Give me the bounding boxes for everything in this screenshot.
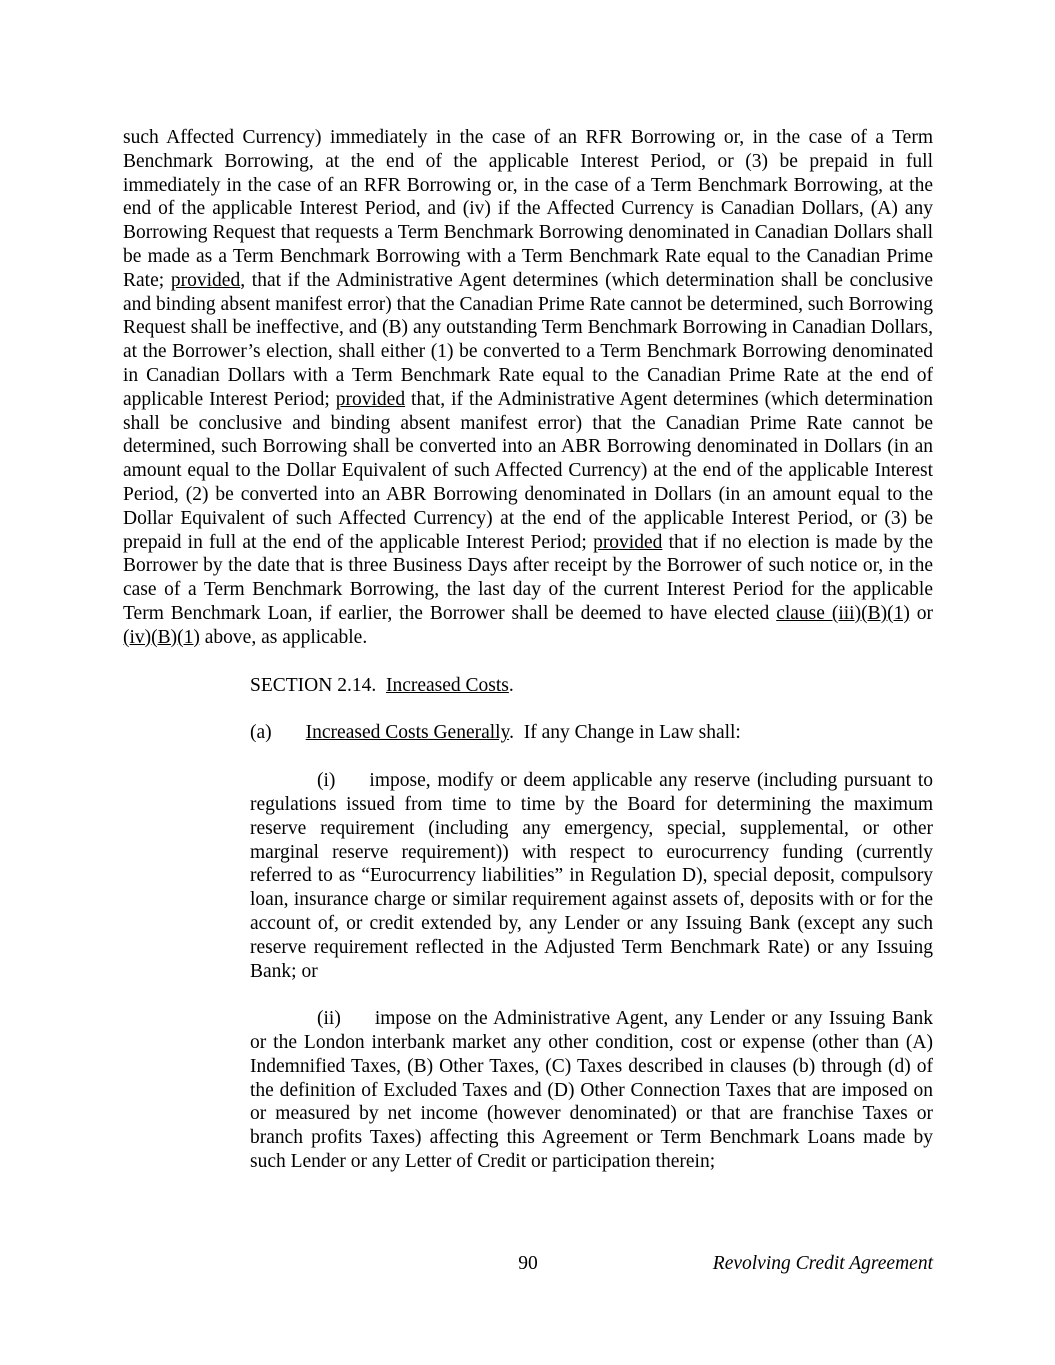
page-footer (123, 1252, 933, 1276)
text-run: above, as applicable. (199, 626, 368, 648)
body-paragraph (123, 126, 933, 650)
text-run: impose, modify or deem applicable any reserve (including pursuant to regulations issued from time to time by the Board for determining the maximum reserve requirement (including any emergency, special, supplemental, or other marginal reserve requirement)) with respect to eurocurrency funding (currently referred to as “Eurocurrency liabilities” in Regulation D), special deposit, compulsory loan, insurance charge or similar requirement against assets of, deposits with or for the account of, or credit extended by, any Lender or any Issuing Bank (except any such reserve requirement reflected in the Adjusted Term Benchmark Rate) or any Issuing Bank; or (250, 770, 933, 982)
section-heading (123, 674, 933, 698)
underlined-text-run: provided (593, 531, 663, 553)
text-run: that, if the Administrative Agent determines (which determination shall be conclusive and binding absent manifest error) that the Canadian Prime Rate cannot be determined, such Borrowing shall be converted into an ABR Borrowing denominated in Dollars (in an amount equal to the Dollar Equivalent of such Affected Currency) at the end of the applicable Interest Period, (2) be converted into an ABR Borrowing denominated in Dollars (in an amount equal to the Dollar Equivalent of such Affected Currency) at the end of the applicable Interest Period, or (3) be prepaid in full at the end of the applicable Interest Period; (123, 388, 933, 553)
text-run: SECTION 2.14. (250, 674, 386, 696)
footer-doc-title: Revolving Credit Agreement (712, 1253, 933, 1274)
text-run: such Affected Currency) immediately in the case of an RFR Borrowing or, in the case of a Term Benchmark Borrowing, at the end of the applicable Interest Period, or (3) be prepaid in full immediately in the case of an RFR Borrowing or, in the case of a Term Benchmark Borrowing, at the end of the applicable Interest Period, and (iv) if the Affected Currency is Canadian Dollars, (A) any Borrowing Request that requests a Term Benchmark Borrowing denominated in Canadian Dollars shall be made as a Term Benchmark Borrowing with a Term Benchmark Rate equal to the Canadian Prime Rate; (123, 127, 933, 291)
text-run: (i) (317, 770, 336, 792)
text-run: (ii) (317, 1008, 341, 1030)
underlined-text-run: Increased Costs Generally (305, 722, 510, 744)
text-run: impose on the Administrative Agent, any Lender or any Issuing Bank or the London interbank market any other condition, cost or expense (other than (A) Indemnified Taxes, (B) Other Taxes, (C) Taxes described in clauses (b) through (d) of the definition of Excluded Taxes and (D) Other Connection Taxes that are imposed on or measured by net income (however denominated) or that are franchise Taxes or branch profits Taxes) affecting this Agreement or Term Benchmark Loans made by such Lender or any Letter of Credit or participation therein; (250, 1008, 933, 1173)
text-run: (a) (250, 722, 272, 744)
text-run: . If any Change in Law shall: (509, 722, 741, 744)
underlined-text-run: Increased Costs (385, 674, 509, 696)
text-run: or (909, 602, 933, 624)
clause-ii-paragraph (250, 1007, 933, 1174)
text-run: that if no election is made by the Borrower by the date that is three Business Days after receipt by the Borrower of such notice or, in the case of a Term Benchmark Borrowing, the last day of the current Interest Period for the applicable Term Benchmark Loan, if earlier, the Borrower shall be deemed to have elected (123, 531, 933, 624)
page-content (123, 126, 933, 1174)
underlined-text-run: (iv)(B)(1) (123, 626, 200, 648)
clause-i-paragraph (250, 769, 933, 983)
underlined-text-run: clause (iii)(B)(1) (776, 602, 910, 624)
text-run: , that if the Administrative Agent determines (which determination shall be conclusive and binding absent manifest error) that the Canadian Prime Rate cannot be determined, such Borrowing Request shall be ineffective, and (B) any outstanding Term Benchmark Borrowing in Canadian Dollars, at the Borrower’s election, shall either (1) be converted to a Term Benchmark Borrowing denominated in Canadian Dollars with a Term Benchmark Rate equal to the Canadian Prime Rate at the end of applicable Interest Period; (123, 269, 933, 410)
text-run: . (508, 674, 514, 696)
underlined-text-run: provided (335, 388, 406, 410)
underlined-text-run: provided (170, 269, 241, 291)
page-number: 90 (518, 1253, 538, 1274)
subsection-a-paragraph (123, 721, 933, 745)
